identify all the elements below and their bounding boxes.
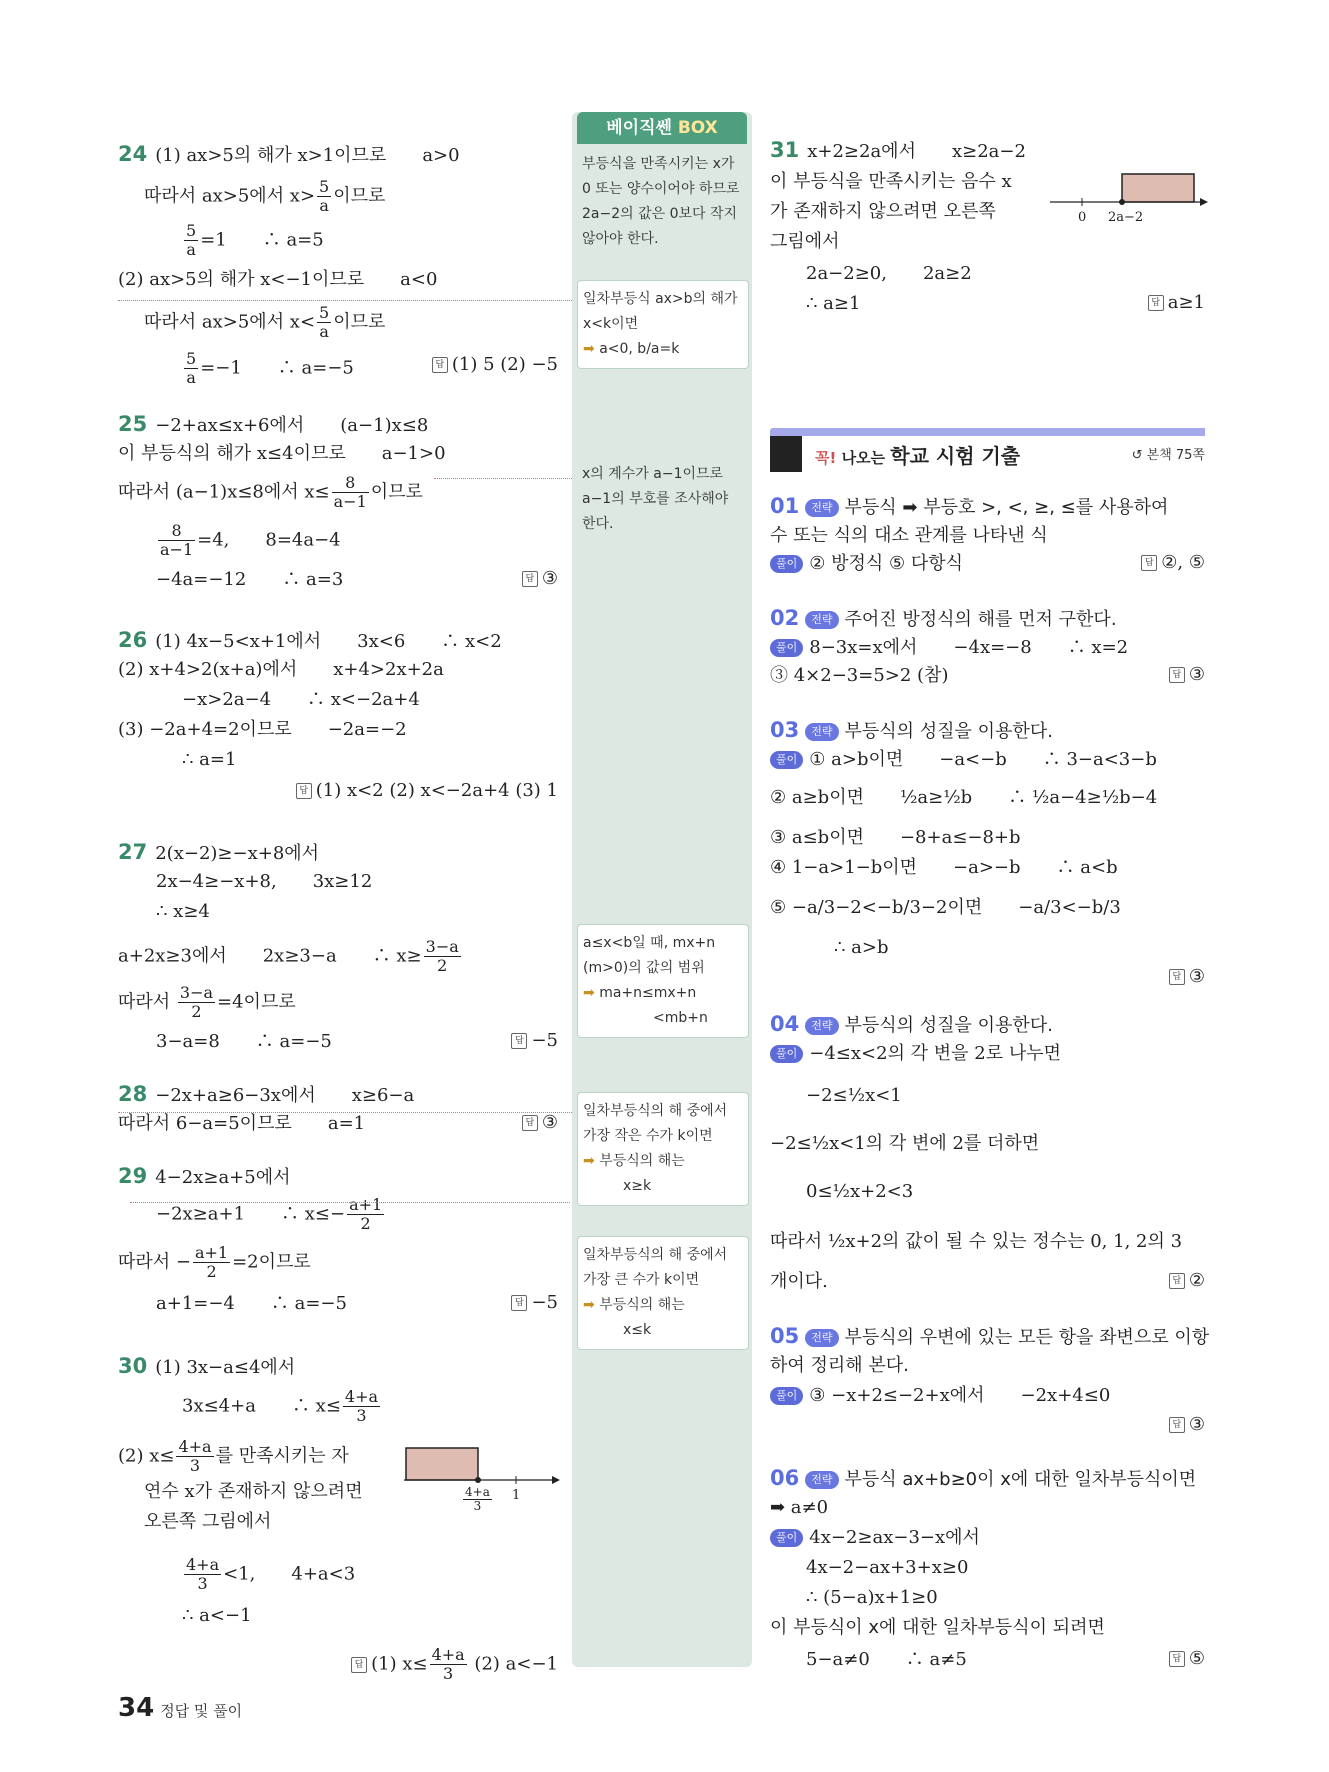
problem-30-line5: 오른쪽 그림에서: [144, 1511, 272, 1532]
problem-28-line2: 따라서 6−a=5이므로 a=1: [118, 1113, 366, 1134]
question-04-line7: 개이다.: [770, 1271, 828, 1292]
fraction: $\frac{8}{a-1}$: [333, 473, 367, 511]
section-header: [770, 428, 1205, 468]
problem-26-line3: −x>2a−4 ∴ x<−2a+4: [182, 689, 420, 710]
problem-30-line2: 3x≤4+a ∴ x≤ $\frac{4+a}{3}$: [182, 1387, 379, 1425]
box-title: 베이직쎈 BOX: [577, 112, 747, 144]
box-note-2: x의 계수가 a−1이므로 a−1의 부호를 조사해야 한다.: [582, 466, 729, 532]
problem-31-line6: ∴ a≥1: [806, 293, 861, 314]
problem-26-line4: (3) −2a+4=2이므로 −2a=−2: [118, 719, 407, 740]
figure-label-one: 1: [512, 1488, 521, 1503]
problem-25-line5: −4a=−12 ∴ a=3: [156, 569, 344, 590]
problem-25-line1: 25 −2+ax≤x+6에서 (a−1)x≤8: [118, 412, 429, 436]
problem-29-line4: a+1=−4 ∴ a=−5: [156, 1293, 347, 1314]
basic-box-column: [572, 112, 752, 1667]
problem-31-line4: 그림에서: [770, 231, 840, 252]
problem-30-line3: (2) x≤ $\frac{4+a}{3}$ 를 만족시키는 자: [118, 1437, 349, 1475]
connector: [434, 478, 572, 479]
answer-box-icon: 답: [511, 1033, 527, 1049]
section-marker: [770, 436, 802, 472]
answer-box-icon: 답: [1169, 969, 1185, 985]
question-04-line2: 풀이 −4≤x<2의 각 변을 2로 나누면: [770, 1042, 1061, 1066]
question-06-line7: 5−a≠0 ∴ a≠5: [806, 1649, 967, 1670]
problem-25-line4: $\frac{8}{a-1}$ =4, 8=4a−4: [160, 521, 341, 559]
question-04-line1: 04 전략 부등식의 성질을 이용한다.: [770, 1012, 1053, 1036]
answer-26: 답 (1) x<2 (2) x<−2a+4 (3) 1: [296, 780, 558, 801]
question-02-line3: ③ 4×2−3=5>2 (참): [770, 665, 949, 686]
problem-27-line2: 2x−4≥−x+8, 3x≥12: [156, 871, 373, 892]
figure-label-fraction: $\frac{4+a}{3}$: [465, 1485, 490, 1513]
shaded-region: [1122, 174, 1194, 202]
problem-31-line1: 31 x+2≥2a에서 x≥2a−2: [770, 138, 1026, 162]
problem-31-line5: 2a−2≥0, 2a≥2: [806, 263, 972, 284]
arrow-right-icon: ➡: [583, 1153, 600, 1169]
problem-24-line2: 따라서 ax>5에서 x> $\frac{5}{a}$ 이므로: [144, 177, 386, 215]
answer-box-icon: 답: [522, 1115, 538, 1131]
problem-30-line7: ∴ a<−1: [182, 1605, 252, 1626]
problem-29-line2: −2x≥a+1 ∴ x≤− $\frac{a+1}{2}$: [156, 1195, 383, 1233]
figure-label-zero: 0: [1078, 210, 1087, 225]
answer-02: 답 ③: [1169, 664, 1205, 685]
problem-24-line3: $\frac{5}{a}$ =1 ∴ a=5: [186, 221, 324, 259]
question-03-line1: 03 전략 부등식의 성질을 이용한다.: [770, 718, 1053, 742]
box-note-1: 부등식을 만족시키는 x가 0 또는 양수이어야 하므로 2a−2의 값은 0보다 작지 않아야 한다.: [582, 156, 740, 247]
answer-box-icon: 답: [1148, 295, 1164, 311]
problem-number: 27: [118, 840, 148, 864]
question-05-line2: 하여 정리해 본다.: [770, 1355, 909, 1376]
fraction: $\frac{3-a}{2}$: [425, 937, 459, 975]
figure-label-2a-2: 2a−2: [1108, 210, 1144, 225]
question-03-line2: 풀이 ① a>b이면 −a<−b ∴ 3−a<3−b: [770, 748, 1157, 772]
problem-25-line3: 따라서 (a−1)x≤8에서 x≤ $\frac{8}{a-1}$ 이므로: [118, 473, 423, 511]
question-03-line4: ③ a≤b이면 −8+a≤−8+b: [770, 827, 1021, 848]
problem-29-line3: 따라서 − $\frac{a+1}{2}$ =2이므로: [118, 1243, 311, 1281]
arrow-right-icon: ➡: [583, 1297, 600, 1313]
section-strip: [770, 428, 1205, 436]
question-04-line4: −2≤½x<1의 각 변에 2를 더하면: [770, 1133, 1040, 1154]
problem-number: 31: [770, 138, 800, 162]
fraction: $\frac{a+1}{2}$: [349, 1195, 383, 1233]
answer-01: 답 ②, ⑤: [1141, 552, 1205, 573]
answer-box-icon: 답: [296, 783, 312, 799]
question-03-line3: ② a≥b이면 ½a≥½b ∴ ½a−4≥½b−4: [770, 787, 1158, 808]
problem-24-line1: 24 (1) ax>5의 해가 x>1이므로 a>0: [118, 142, 460, 166]
answer-box-icon: 답: [432, 357, 448, 373]
connector: [130, 1202, 570, 1203]
shaded-region: [406, 1448, 478, 1480]
box-card-2: a≤x<b일 때, mx+n (m>0)의 값의 범위 ➡ ma+n≤mx+n <mb+n: [577, 924, 749, 1038]
answer-03: 답 ③: [1169, 966, 1205, 987]
answer-31: 답 a≥1: [1148, 292, 1205, 313]
problem-27-line6: 3−a=8 ∴ a=−5: [156, 1031, 332, 1052]
section-reference: ↺ 본책 75쪽: [1131, 448, 1205, 463]
question-02-line1: 02 전략 주어진 방정식의 해를 먼저 구한다.: [770, 606, 1117, 630]
problem-26-line5: ∴ a=1: [182, 749, 237, 770]
answer-05: 답 ③: [1169, 1414, 1205, 1435]
question-01-line3: 풀이 ② 방정식 ⑤ 다항식: [770, 552, 963, 576]
answer-box-icon: 답: [522, 571, 538, 587]
arrow-right-icon: ➡: [583, 341, 600, 357]
problem-28-line1: 28 −2x+a≥6−3x에서 x≥6−a: [118, 1082, 415, 1106]
question-06-line1: 06 전략 부등식 ax+b≥0이 x에 대한 일차부등식이면: [770, 1466, 1197, 1490]
box-card-3: 일차부등식의 해 중에서 가장 작은 수가 k이면 ➡ 부등식의 해는 x≥k: [577, 1092, 749, 1206]
answer-25: 답 ③: [522, 568, 558, 589]
problem-number: 25: [118, 412, 148, 436]
question-01-line1: 01 전략 부등식 ➡ 부등호 >, <, ≥, ≤를 사용하여: [770, 494, 1169, 518]
question-06-line5: ∴ (5−a)x+1≥0: [806, 1587, 938, 1608]
problem-27-line4: a+2x≥3에서 2x≥3−a ∴ x≥ $\frac{3-a}{2}$: [118, 937, 459, 975]
section-title: 꼭! 나오는 학교 시험 기출: [815, 444, 1021, 468]
fraction: $\frac{4+a}{3}$: [344, 1387, 379, 1425]
fraction: $\frac{5}{a}$: [319, 177, 330, 215]
answer-box-icon: 답: [1141, 555, 1157, 571]
question-06-line6: 이 부등식이 x에 대한 일차부등식이 되려면: [770, 1617, 1105, 1638]
axis-arrow: [1200, 198, 1208, 206]
axis-arrow: [552, 1476, 560, 1484]
answer-30: 답 (1) x≤ $\frac{4+a}{3}$ (2) a<−1: [351, 1646, 558, 1683]
answer-box-icon: 답: [1169, 667, 1185, 683]
number-line-figure-31: [1048, 172, 1208, 212]
question-04-line6: 따라서 ½x+2의 값이 될 수 있는 정수는 0, 1, 2의 3: [770, 1231, 1183, 1252]
problem-30-line6: $\frac{4+a}{3}$ <1, 4+a<3: [186, 1555, 356, 1593]
answer-28: 답 ③: [522, 1112, 558, 1133]
problem-30-line1: 30 (1) 3x−a≤4에서: [118, 1354, 296, 1378]
arrow-right-icon: ➡: [583, 985, 600, 1001]
question-06-line4: 4x−2−ax+3+x≥0: [806, 1557, 969, 1578]
answer-box-icon: 답: [511, 1295, 527, 1311]
fraction: $\frac{4+a}{3}$: [178, 1437, 212, 1475]
problem-24-line4: (2) ax>5의 해가 x<−1이므로 a<0: [118, 269, 438, 290]
question-01-line2: 수 또는 식의 대소 관계를 나타낸 식: [770, 525, 1048, 546]
footer-label: 정답 및 풀이: [160, 1702, 243, 1720]
box-card-4: 일차부등식의 해 중에서 가장 큰 수가 k이면 ➡ 부등식의 해는 x≤k: [577, 1236, 749, 1350]
answer-box-icon: 답: [1169, 1417, 1185, 1433]
endpoint-dot: [1119, 199, 1125, 205]
problem-number: 26: [118, 628, 148, 652]
question-04-line3: −2≤½x<1: [806, 1085, 902, 1106]
problem-number: 30: [118, 1354, 148, 1378]
answer-04: 답 ②: [1169, 1270, 1205, 1291]
page-footer: [118, 1693, 242, 1723]
box-card-1: 일차부등식 ax>b의 해가 x<k이면 ➡ a<0, b/a=k: [577, 280, 749, 369]
endpoint-dot: [475, 1477, 481, 1483]
book-ref-icon: ↺: [1131, 448, 1147, 463]
fraction: $\frac{3-a}{2}$: [179, 983, 214, 1021]
question-06-line2: ➡ a≠0: [770, 1497, 829, 1518]
fraction: $\frac{4+a}{3}$: [431, 1645, 465, 1683]
fraction: $\frac{5}{a}$: [186, 349, 197, 387]
connector: [118, 300, 572, 301]
problem-26-line1: 26 (1) 4x−5<x+1에서 3x<6 ∴ x<2: [118, 628, 502, 652]
page-number: 34: [118, 1693, 155, 1723]
fraction: $\frac{4+a}{3}$: [186, 1555, 220, 1593]
answer-box-icon: 답: [1169, 1651, 1185, 1667]
problem-24-line5: 따라서 ax>5에서 x< $\frac{5}{a}$ 이므로: [144, 303, 386, 341]
connector: [118, 1112, 572, 1113]
question-06-line3: 풀이 4x−2≥ax−3−x에서: [770, 1526, 980, 1550]
fraction: $\frac{8}{a-1}$: [160, 521, 194, 559]
problem-24-line6: $\frac{5}{a}$ =−1 ∴ a=−5: [186, 349, 354, 387]
fraction: $\frac{a+1}{2}$: [194, 1243, 229, 1281]
question-03-line5: ④ 1−a>1−b이면 −a>−b ∴ a<b: [770, 857, 1118, 878]
question-05-line1: 05 전략 부등식의 우변에 있는 모든 항을 좌변으로 이항: [770, 1324, 1210, 1348]
answer-box-icon: 답: [1169, 1273, 1185, 1289]
question-02-line2: 풀이 8−3x=x에서 −4x=−8 ∴ x=2: [770, 636, 1128, 660]
problem-25-line2: 이 부등식의 해가 x≤4이므로 a−1>0: [118, 443, 446, 464]
problem-26-line2: (2) x+4>2(x+a)에서 x+4>2x+2a: [118, 659, 444, 680]
question-04-line5: 0≤½x+2<3: [806, 1181, 914, 1202]
answer-06: 답 ⑤: [1169, 1648, 1205, 1669]
answer-24: 답 (1) 5 (2) −5: [432, 354, 558, 375]
problem-number: 29: [118, 1164, 148, 1188]
fraction: $\frac{5}{a}$: [186, 221, 197, 259]
question-03-line7: ∴ a>b: [834, 937, 889, 958]
question-03-line6: ⑤ −a/3−2<−b/3−2이면 −a/3<−b/3: [770, 897, 1121, 918]
problem-30-line4: 연수 x가 존재하지 않으려면: [144, 1481, 363, 1502]
problem-number: 24: [118, 142, 148, 166]
problem-29-line1: 29 4−2x≥a+5에서: [118, 1164, 291, 1188]
problem-27-line1: 27 2(x−2)≥−x+8에서: [118, 840, 320, 864]
problem-27-line5: 따라서 $\frac{3-a}{2}$ =4이므로: [118, 983, 296, 1021]
answer-29: 답 −5: [511, 1292, 558, 1313]
answer-27: 답 −5: [511, 1030, 558, 1051]
problem-number: 28: [118, 1082, 148, 1106]
fraction: $\frac{5}{a}$: [319, 303, 330, 341]
question-05-line3: 풀이 ③ −x+2≤−2+x에서 −2x+4≤0: [770, 1384, 1110, 1408]
answer-box-icon: 답: [351, 1657, 367, 1673]
problem-31-line2: 이 부등식을 만족시키는 음수 x: [770, 171, 1012, 192]
problem-31-line3: 가 존재하지 않으려면 오른쪽: [770, 201, 996, 222]
problem-27-line3: ∴ x≥4: [156, 901, 210, 922]
